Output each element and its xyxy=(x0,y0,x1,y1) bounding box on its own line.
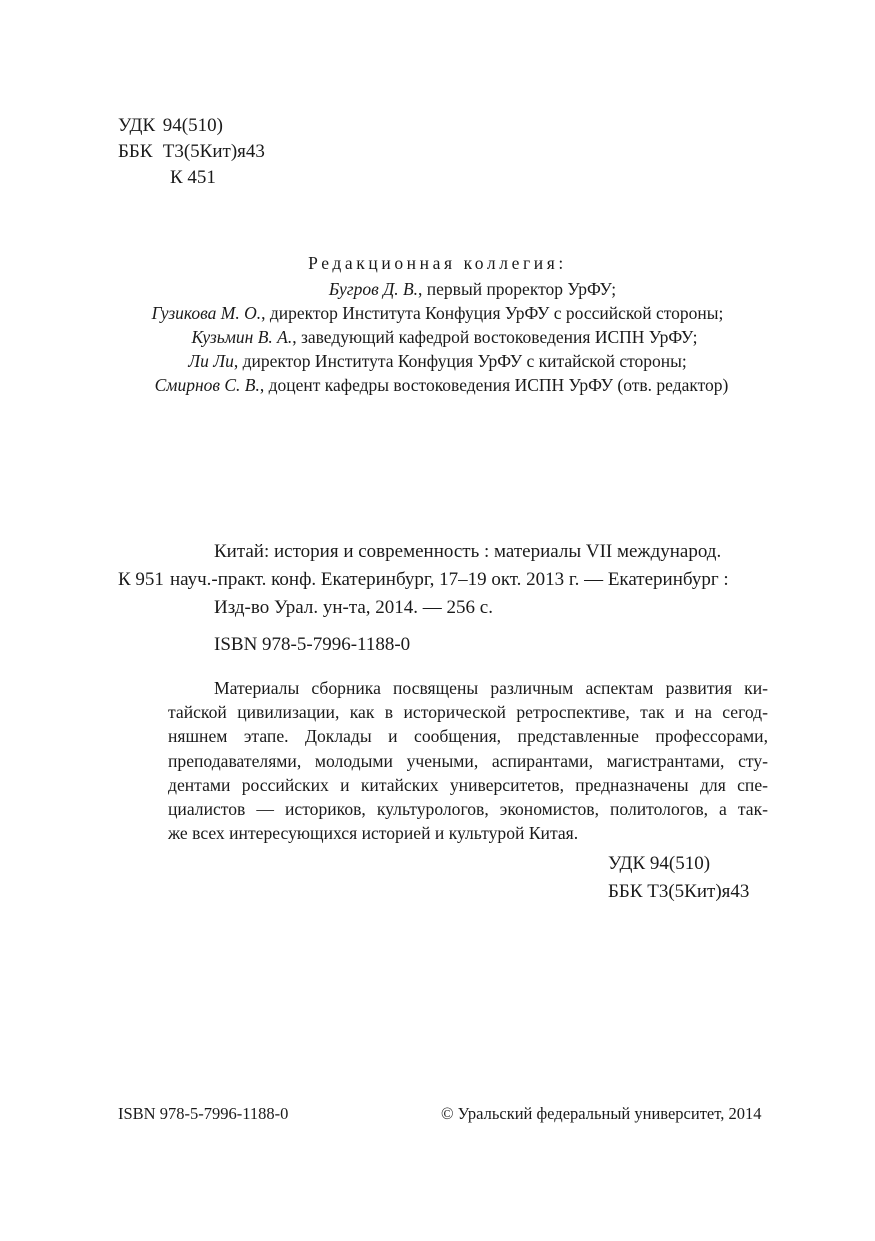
member-role: , первый проректор УрФУ; xyxy=(418,279,617,299)
abstract-line: няшнем этапе. Доклады и сообщения, представленные профессорами, xyxy=(168,726,768,747)
member-name: Бугров Д. В. xyxy=(328,279,419,299)
biblio-title-line: Китай: история и современность : материалы VII международ. xyxy=(214,541,722,562)
abstract-line: тайской цивилизации, как в исторической ретроспективе, так и на сегод- xyxy=(168,702,768,723)
editorial-board xyxy=(0,251,875,397)
footer-copyright: © Уральский федеральный университет, 2014 xyxy=(441,1104,762,1123)
abstract-line: циалистов — историков, культурологов, экономистов, политологов, а так- xyxy=(168,799,768,820)
bbk-label: ББК xyxy=(118,141,153,162)
classification-codes-top xyxy=(118,113,265,191)
bbk-code-bottom: ББК Т3(5Кит)я43 xyxy=(608,881,750,902)
member-role: , заведующий кафедрой востоковедения ИСПН УрФУ; xyxy=(292,327,698,347)
bibliographic-record xyxy=(118,538,729,622)
classification-codes-bottom xyxy=(608,850,749,906)
board-member xyxy=(0,349,875,373)
abstract-line: Материалы сборника посвящены различным аспектам развития ки- xyxy=(214,678,768,698)
abstract-line: дентами российских и китайских университетов, предназначены для спе- xyxy=(168,774,768,795)
board-member xyxy=(0,373,875,397)
member-role: , доцент кафедры востоковедения ИСПН УрФУ (отв. редактор) xyxy=(259,375,729,395)
member-name: Ли Ли xyxy=(188,351,234,371)
author-code: К 951 xyxy=(118,569,164,590)
bbk-code-line xyxy=(118,139,265,165)
member-name: Кузьмин В. А. xyxy=(191,327,293,347)
udk-code-line xyxy=(118,113,265,139)
biblio-conference-line xyxy=(118,566,729,594)
abstract-line: же всех интересующихся историей и культурой Китая. xyxy=(168,823,579,844)
footer-isbn: ISBN 978-5-7996-1188-0 xyxy=(118,1104,289,1123)
member-role: , директор Института Конфуция УрФУ с китайской стороны; xyxy=(233,351,687,371)
udk-label: УДК xyxy=(118,115,156,136)
isbn-main: ISBN 978-5-7996-1188-0 xyxy=(214,634,411,655)
board-member xyxy=(0,301,875,325)
biblio-publisher-line: Изд-во Урал. ун-та, 2014. — 256 с. xyxy=(214,597,493,618)
author-sign: К 451 xyxy=(170,167,216,188)
udk-value: 94(510) xyxy=(162,115,223,136)
board-member xyxy=(0,277,875,301)
member-name: Гузикова М. О. xyxy=(151,303,262,323)
editorial-board-title: Редакционная коллегия: xyxy=(308,253,567,273)
abstract xyxy=(168,676,768,845)
biblio-conference-text: науч.-практ. конф. Екатеринбург, 17–19 окт. 2013 г. — Екатеринбург : xyxy=(169,569,729,590)
member-name: Смирнов С. В. xyxy=(154,375,260,395)
abstract-line: преподавателями, молодыми учеными, аспирантами, магистрантами, сту- xyxy=(168,750,768,771)
udk-code-bottom: УДК 94(510) xyxy=(608,853,711,874)
bbk-value: Т3(5Кит)я43 xyxy=(162,141,265,162)
member-role: , директор Института Конфуция УрФУ с российской стороны; xyxy=(261,303,724,323)
board-member xyxy=(0,325,875,349)
